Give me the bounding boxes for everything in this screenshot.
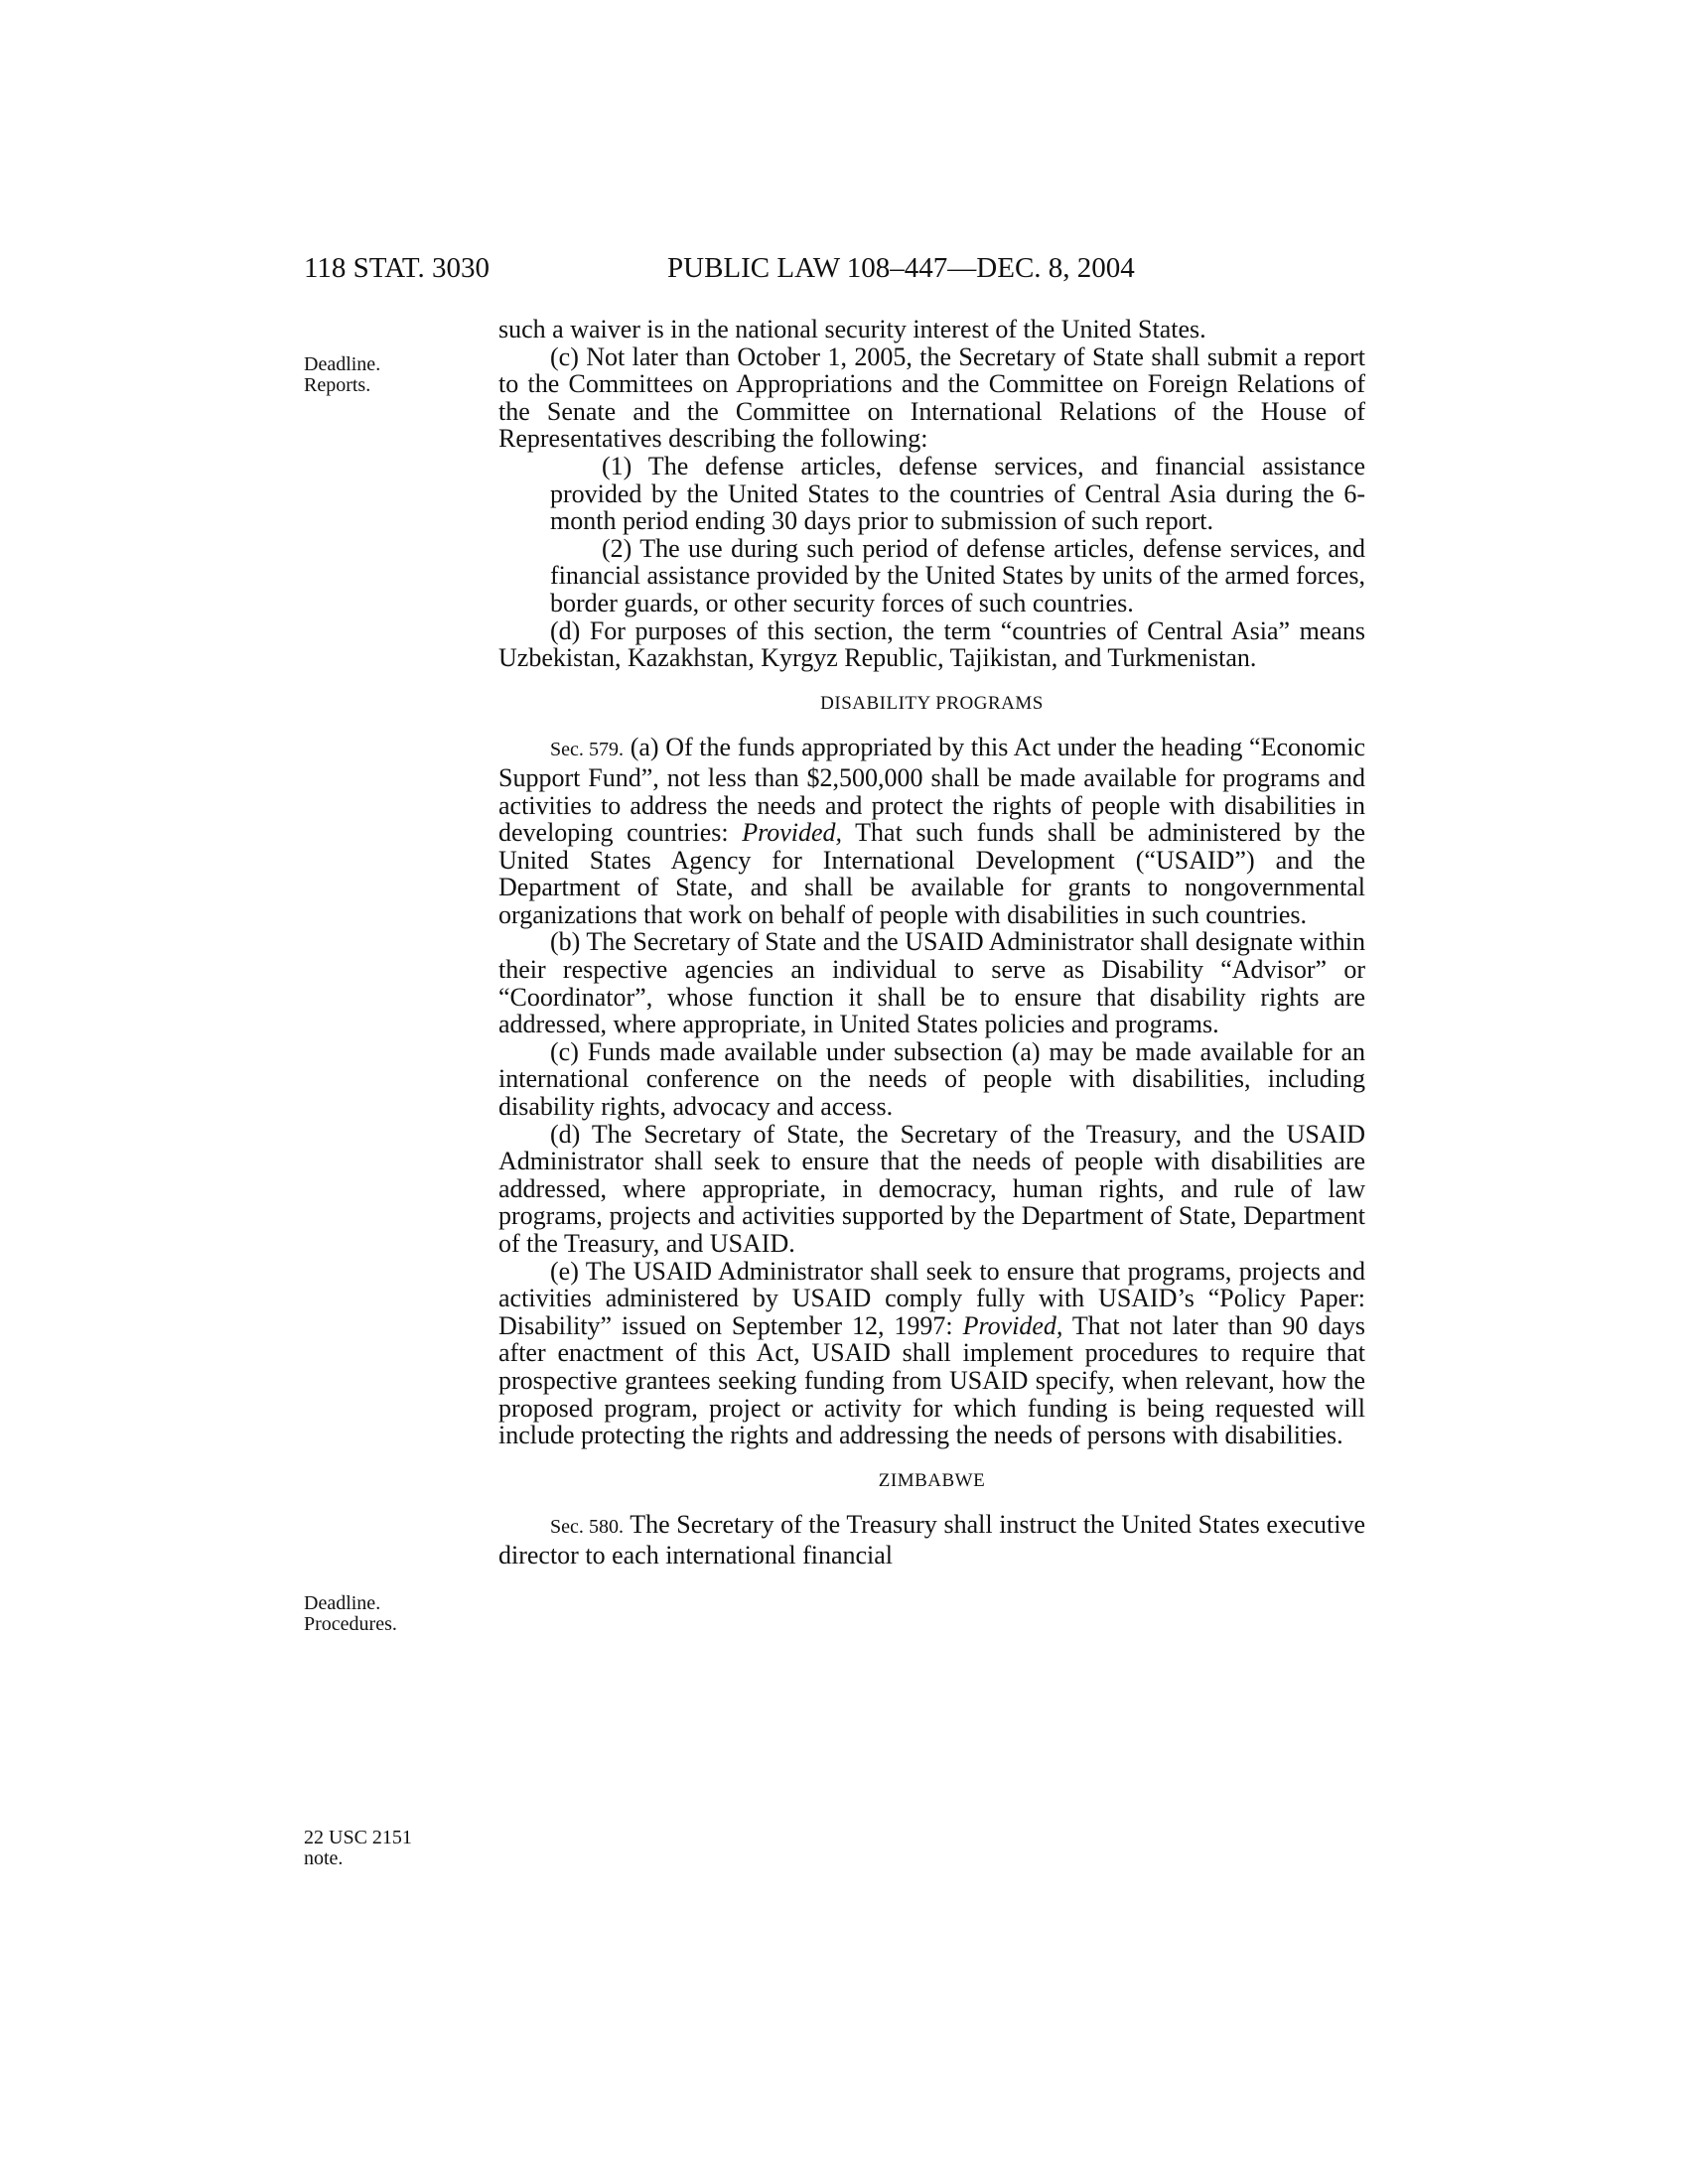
section-label: Sec. 580. [550, 1516, 625, 1539]
paragraph-c-item-1: (1) The defense articles, defense services, and financial assistance provided by the United States to the countries of Central Asia during the 6-month period ending 30 days prior to submission of such report. [550, 451, 1365, 536]
margin-note-deadline-procedures [304, 1593, 397, 1635]
document-body [498, 316, 1365, 1570]
section-579-a-text-cont: That such funds shall be administered by the United States Agency for International Development (“USAID”) and the Department of State, and shall be available for grants to nongovernmental organizations that work on behalf of people with disabilities in such countries. [498, 818, 1365, 929]
section-579-e-text-cont: That not later than 90 days after enactment of this Act, USAID shall implement procedures to require that prospective grantees seeking funding from USAID specify, when relevant, how the proposed program, project or activity for which funding is being requested will include protecting the rights and addressing the needs of persons with disabilities. [498, 1310, 1366, 1450]
margin-note-deadline-reports [304, 354, 380, 396]
margin-note-line: 22 USC 2151 [304, 1827, 412, 1848]
margin-note-line: Reports. [304, 374, 371, 396]
section-579-a-text: (a) Of the funds appropriated by this Act under the heading “Economic Support Fund”, not less than $2,500,000 shall be made available for programs and activities to address the needs and protect the rights of people with disabilities in developing countries: [498, 733, 1365, 848]
section-label: Sec. 579. [550, 739, 625, 761]
section-heading-zimbabwe: ZIMBABWE [878, 1469, 986, 1491]
provided-proviso: Provided, [742, 818, 843, 848]
section-579-e-text: (e) The USAID Administrator shall seek to ensure that programs, projects and activities administered by USAID comply fully with USAID’s “Policy Paper: Disability” issued on September 12, 1997: [498, 1256, 1365, 1340]
public-law-citation: PUBLIC LAW 108–447—DEC. 8, 2004 [667, 252, 1135, 284]
section-579-e [498, 1258, 1365, 1449]
paragraph-c-item-2: (2) The use during such period of defense articles, defense services, and financial assistance provided by the United States by units of the armed forces, border guards, or other security forces of such countries. [550, 533, 1365, 617]
margin-note-usc-citation [304, 1828, 412, 1869]
paragraph-c-report: (c) Not later than October 1, 2005, the Secretary of State shall submit a report to the Committees on Appropriations and the Committee on Foreign Relations of the Senate and the Committee on International Relations of the House of Representatives describing the following: [498, 341, 1365, 454]
paragraph-continued: such a waiver is in the national security interest of the United States. [498, 315, 1206, 343]
section-580-text: The Secretary of the Treasury shall instruct the United States executive director to each international financial [498, 1510, 1366, 1570]
paragraph-d-definition: (d) For purposes of this section, the term “countries of Central Asia” means Uzbekistan, Kazakhstan, Kyrgyz Republic, Tajikistan, and Turkmenistan. [498, 615, 1365, 673]
section-579-a [498, 734, 1365, 928]
section-579-b: (b) The Secretary of State and the USAID Administrator shall designate within their respective agencies an individual to serve as Disability “Advisor” or “Coordinator”, whose function it shall be to ensure that disability rights are addressed, where appropriate, in United States policies and programs. [498, 927, 1365, 1039]
margin-note-line: Deadline. [304, 353, 381, 375]
section-579-d: (d) The Secretary of State, the Secretary of the Treasury, and the USAID Administrator shall seek to ensure that the needs of people with disabilities are addressed, where appropriate, in democracy, human rights, and rule of law programs, projects and activities supported by the Department of State, Department of the Treasury, and USAID. [498, 1119, 1365, 1258]
margin-note-line: note. [304, 1847, 344, 1869]
margin-note-line: Deadline. [304, 1592, 381, 1614]
statute-page-number: 118 STAT. 3030 [304, 252, 490, 284]
margin-note-line: Procedures. [304, 1613, 397, 1635]
section-579-c: (c) Funds made available under subsection (a) may be made available for an international conference on the needs of people with disabilities, including disability rights, advocacy and access. [498, 1036, 1365, 1122]
section-heading-disability-programs: DISABILITY PROGRAMS [820, 692, 1044, 714]
section-580 [498, 1511, 1365, 1569]
provided-proviso: Provided, [962, 1310, 1063, 1340]
page-header [0, 248, 1688, 288]
